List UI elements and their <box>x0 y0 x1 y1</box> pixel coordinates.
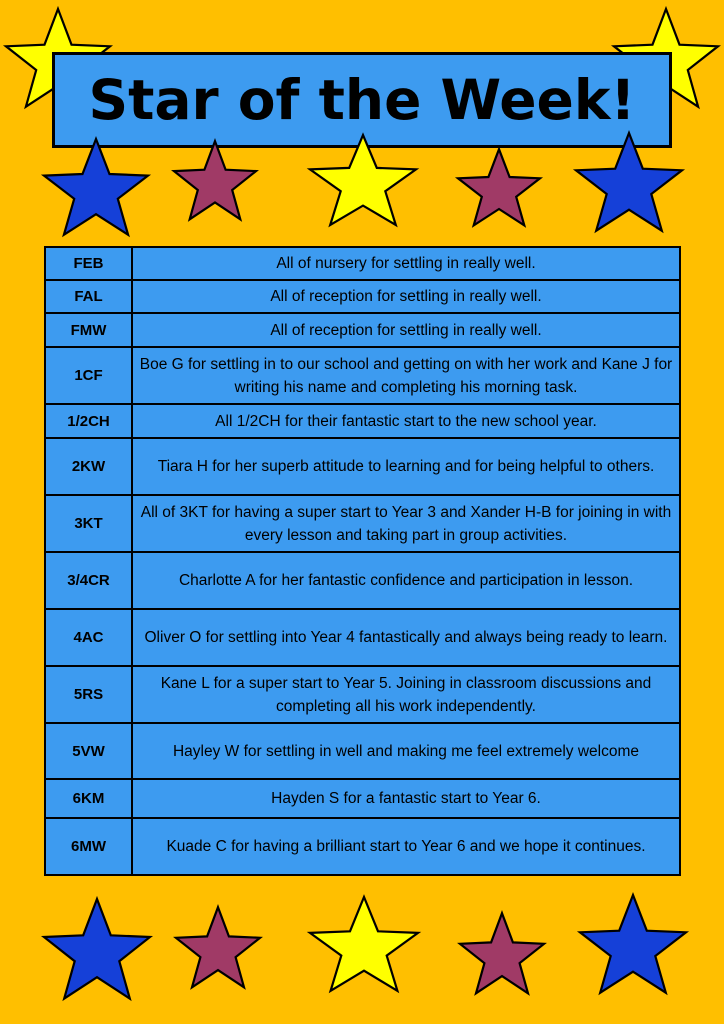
award-text-cell: All of nursery for settling in really well. <box>132 247 680 280</box>
class-name-cell: 6MW <box>45 818 132 875</box>
table-row <box>45 818 680 875</box>
table-row <box>45 313 680 347</box>
table-row <box>45 723 680 779</box>
table-row <box>45 347 680 404</box>
award-text-cell: All of 3KT for having a super start to Year 3 and Xander H-B for joining in with every lesson and taking part in group activities. <box>132 495 680 552</box>
award-text-cell: Boe G for settling in to our school and getting on with her work and Kane J for writing his name and completing his morning task. <box>132 347 680 404</box>
star-icon <box>310 136 416 228</box>
table-row <box>45 495 680 552</box>
award-text-cell: Charlotte A for her fantastic confidence and participation in lesson. <box>132 552 680 609</box>
table-row <box>45 609 680 666</box>
table-row <box>45 552 680 609</box>
awards-table <box>44 246 681 876</box>
table-row <box>45 438 680 495</box>
star-icon <box>44 140 148 238</box>
star-icon <box>460 914 544 996</box>
class-name-cell: 1CF <box>45 347 132 404</box>
star-icon <box>580 896 686 996</box>
award-text-cell: Kane L for a super start to Year 5. Joining in classroom discussions and completing all his work independently. <box>132 666 680 723</box>
award-text-cell: Oliver O for settling into Year 4 fantastically and always being ready to learn. <box>132 609 680 666</box>
award-text-cell: Hayden S for a fantastic start to Year 6. <box>132 779 680 818</box>
award-text-cell: All of reception for settling in really well. <box>132 280 680 313</box>
class-name-cell: 5RS <box>45 666 132 723</box>
class-name-cell: 3KT <box>45 495 132 552</box>
award-text-cell: All of reception for settling in really well. <box>132 313 680 347</box>
class-name-cell: 2KW <box>45 438 132 495</box>
award-text-cell: Hayley W for settling in well and making me feel extremely welcome <box>132 723 680 779</box>
table-row <box>45 280 680 313</box>
class-name-cell: FEB <box>45 247 132 280</box>
star-icon <box>458 150 540 228</box>
class-name-cell: 3/4CR <box>45 552 132 609</box>
page-title: Star of the Week! <box>88 68 636 132</box>
table-row <box>45 247 680 280</box>
table-row <box>45 779 680 818</box>
class-name-cell: FAL <box>45 280 132 313</box>
star-icon <box>174 142 256 222</box>
star-icon <box>44 900 150 1002</box>
table-row <box>45 404 680 438</box>
class-name-cell: 1/2CH <box>45 404 132 438</box>
class-name-cell: 5VW <box>45 723 132 779</box>
class-name-cell: 4AC <box>45 609 132 666</box>
table-row <box>45 666 680 723</box>
award-text-cell: Tiara H for her superb attitude to learning and for being helpful to others. <box>132 438 680 495</box>
award-text-cell: Kuade C for having a brilliant start to Year 6 and we hope it continues. <box>132 818 680 875</box>
star-icon <box>576 134 682 234</box>
awards-table-body <box>45 247 680 875</box>
class-name-cell: FMW <box>45 313 132 347</box>
class-name-cell: 6KM <box>45 779 132 818</box>
award-text-cell: All 1/2CH for their fantastic start to the new school year. <box>132 404 680 438</box>
star-icon <box>176 908 260 990</box>
star-icon <box>310 898 418 994</box>
